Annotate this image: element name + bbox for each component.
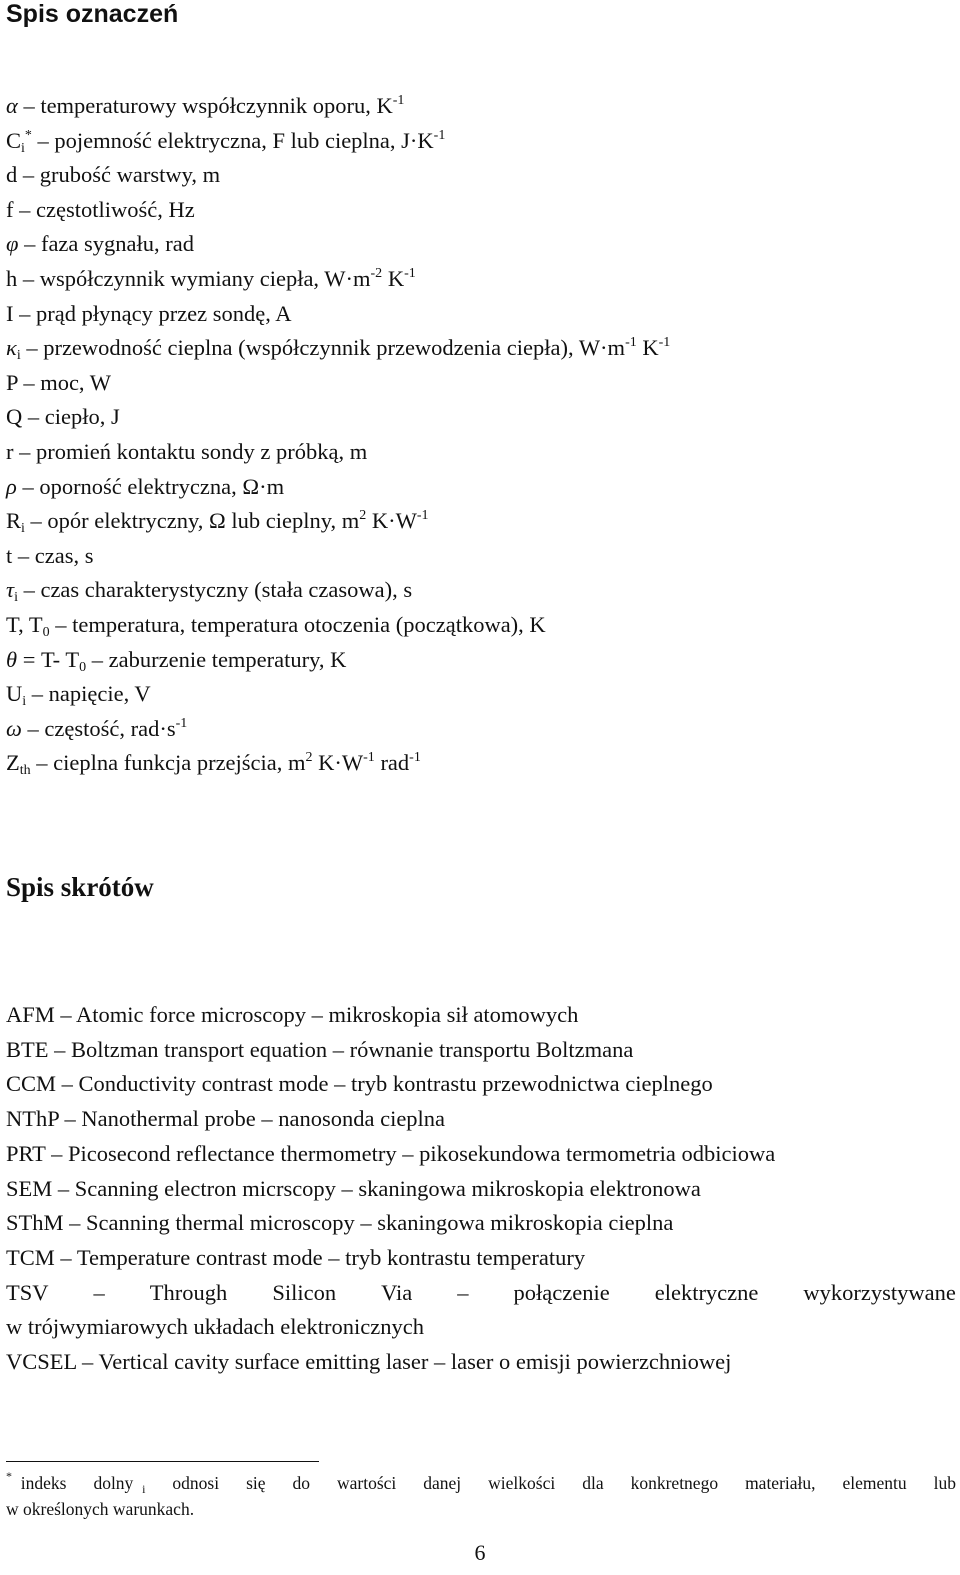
symbol: θ: [6, 646, 18, 672]
word: materiału,: [745, 1473, 816, 1493]
symbol: d: [6, 162, 18, 188]
symbol-item: [6, 227, 670, 262]
symbol-description: – pojemność elektryczna, F lub cieplna, J·K: [31, 127, 434, 153]
word: do: [292, 1473, 310, 1493]
symbol-description: – częstotliwość, Hz: [13, 196, 195, 222]
abbreviation-item: SEM – Scanning electron micrscopy – skaningowa mikroskopia elektronowa: [6, 1175, 701, 1201]
symbol: R: [6, 508, 22, 534]
word: * indeks: [6, 1469, 67, 1493]
symbol: h: [6, 265, 18, 291]
symbol: t: [6, 542, 13, 568]
abbreviation-item: CCM – Conductivity contrast mode – tryb kontrastu przewodnictwa cieplnego: [6, 1071, 713, 1097]
list-item-vcsel: VCSEL – Vertical cavity surface emitting laser – laser o emisji powierzchniowej: [6, 1349, 732, 1375]
symbol: T, T: [6, 611, 43, 637]
symbol-item: [6, 297, 670, 332]
symbol-item: [6, 193, 670, 228]
symbol: α: [6, 93, 18, 118]
symbol-description: – opór elektryczny, Ω lub cieplny, m: [24, 508, 360, 534]
abbreviation-item: BTE – Boltzman transport equation – równanie transportu Boltzmana: [6, 1036, 634, 1062]
symbol-description: – czas, s: [12, 542, 94, 568]
symbol-item: [6, 677, 670, 712]
symbol: C: [6, 127, 22, 153]
symbol-description: – napięcie, V: [26, 681, 151, 707]
symbol-subscript: i: [21, 140, 25, 156]
abbreviation-item: SThM – Scanning thermal microscopy – skaningowa mikroskopia cieplna: [6, 1210, 674, 1236]
unit-text: K: [636, 335, 659, 361]
symbol-item: [6, 435, 670, 470]
word: elektryczne: [654, 1279, 759, 1305]
symbol: U: [6, 681, 23, 707]
symbol-subscript: i: [21, 521, 25, 537]
unit-text: K·W: [366, 508, 417, 534]
unit-exponent: 2: [359, 508, 367, 524]
symbol-description: – czas charakterystyczny (stała czasowa), s: [17, 577, 413, 603]
subscript: i: [142, 1482, 146, 1496]
unit-exponent: -1: [404, 265, 416, 281]
word: wykorzystywane: [803, 1279, 956, 1305]
symbol-description: – moc, W: [17, 369, 112, 395]
symbol-description: – współczynnik wymiany ciepła, W·m: [17, 265, 371, 291]
symbol-item: [6, 366, 670, 401]
abbreviation-item: TCM – Temperature contrast mode – tryb kontrastu temperatury: [6, 1244, 586, 1270]
symbol: I: [6, 300, 14, 326]
symbol-item: [6, 504, 670, 539]
symbol-subscript: i: [22, 694, 27, 710]
word: połączenie: [513, 1279, 610, 1305]
word: się: [246, 1473, 266, 1493]
symbol-description: – zaburzenie temperatury, K: [86, 646, 347, 672]
section-heading-symbols: Spis oznaczeń: [6, 0, 179, 28]
list-item-tsv: [6, 1276, 956, 1311]
symbol-description: = T- T: [17, 646, 80, 672]
symbol-item: [6, 539, 670, 574]
symbol-subscript: i: [14, 590, 18, 606]
word: –: [457, 1279, 469, 1305]
symbols-list: [6, 89, 670, 781]
word: wielkości: [488, 1473, 556, 1493]
symbol: φ: [6, 231, 19, 257]
symbol: τ: [6, 577, 15, 603]
abbreviation-item: PRT – Picosecond reflectance thermometry – pikosekundowa termometria odbiciowa: [6, 1140, 776, 1166]
unit-exponent: -1: [175, 715, 188, 731]
symbol: Z: [6, 750, 20, 776]
symbol-item: [6, 331, 670, 366]
footnote-divider: [6, 1461, 319, 1462]
unit-exponent: -1: [625, 335, 637, 351]
word: odnosi: [172, 1473, 220, 1493]
footnote-line-continued: w określonych warunkach.: [6, 1499, 195, 1519]
symbol: ω: [6, 715, 22, 741]
symbol: f: [6, 196, 14, 222]
word: wartości: [336, 1473, 397, 1493]
unit-text: rad: [374, 750, 410, 776]
symbol-description: – częstość, rad·s: [21, 715, 176, 741]
symbol-subscript: th: [19, 763, 31, 779]
symbol-item: [6, 712, 670, 747]
word: elementu: [842, 1473, 907, 1493]
unit-exponent: -1: [433, 127, 446, 143]
abbreviation-item: NThP – Nanothermal probe – nanosonda cieplna: [6, 1106, 446, 1132]
section-heading-abbreviations: Spis skrótów: [6, 872, 154, 902]
symbol-description: – faza sygnału, rad: [18, 231, 195, 257]
unit-text: K: [382, 265, 405, 291]
word: Through: [149, 1279, 228, 1305]
symbol-description: – grubość warstwy, m: [17, 162, 221, 188]
word: TSV: [6, 1279, 49, 1305]
unit-text: K·W: [312, 750, 364, 776]
word: dolny $_i$: [93, 1473, 146, 1496]
unit-exponent: -1: [658, 335, 671, 351]
word: danej: [423, 1473, 462, 1493]
footnote: [6, 1470, 956, 1522]
symbol-description: – oporność elektryczna, Ω·m: [16, 473, 285, 499]
list-item-tsv-continued: w trójwymiarowych układach elektronicznych: [6, 1314, 424, 1340]
symbol-item: [6, 643, 670, 678]
symbol-item: [6, 746, 670, 781]
symbol-item: [6, 124, 670, 159]
symbol-item: [6, 158, 670, 193]
word: konkretnego: [630, 1473, 719, 1493]
symbol: ρ: [6, 473, 17, 499]
abbreviation-item: AFM – Atomic force microscopy – mikroskopia sił atomowych: [6, 1002, 579, 1027]
symbol-description: – prąd płynący przez sondę, A: [13, 300, 292, 326]
unit-exponent: -1: [416, 508, 429, 524]
symbol-description: – temperatura, temperatura otoczenia (początkowa), K: [49, 611, 546, 637]
word: dla: [582, 1473, 604, 1493]
unit-exponent: 2: [305, 750, 313, 766]
abbreviations-list: [6, 998, 956, 1380]
footnote-marker: *: [6, 1469, 12, 1483]
unit-exponent: -1: [363, 750, 375, 766]
word: –: [93, 1279, 105, 1305]
symbol-subscript: i: [16, 348, 21, 364]
symbol-item: [6, 400, 670, 435]
word: Silicon: [272, 1279, 337, 1305]
word: Via: [381, 1279, 413, 1305]
page-number: 6: [474, 1540, 486, 1565]
symbol-item: [6, 89, 670, 124]
symbol-subscript: 0: [79, 659, 87, 675]
symbol-item: [6, 470, 670, 505]
unit-exponent: -1: [392, 93, 405, 108]
symbol-item: [6, 573, 670, 608]
symbol: κ: [6, 335, 17, 361]
footnote-line: [6, 1470, 956, 1496]
unit-exponent: -2: [370, 265, 383, 281]
footnote-marker: *: [24, 127, 32, 143]
symbol-subscript: 0: [42, 624, 50, 640]
symbol: Q: [6, 404, 23, 430]
unit-exponent: -1: [409, 750, 421, 766]
word: lub: [933, 1473, 956, 1493]
symbol-description: – promień kontaktu sondy z próbką, m: [13, 438, 368, 464]
symbol: r: [6, 438, 14, 464]
symbol-description: – przewodność cieplna (współczynnik przewodzenia ciepła), W·m: [20, 335, 626, 361]
symbol: P: [6, 369, 18, 395]
symbol-item: [6, 608, 670, 643]
symbol-description: – cieplna funkcja przejścia, m: [30, 750, 306, 776]
symbol-item: [6, 262, 670, 297]
symbol-description: – ciepło, J: [22, 404, 120, 430]
symbol-description: – temperaturowy współczynnik oporu, K: [17, 93, 393, 118]
